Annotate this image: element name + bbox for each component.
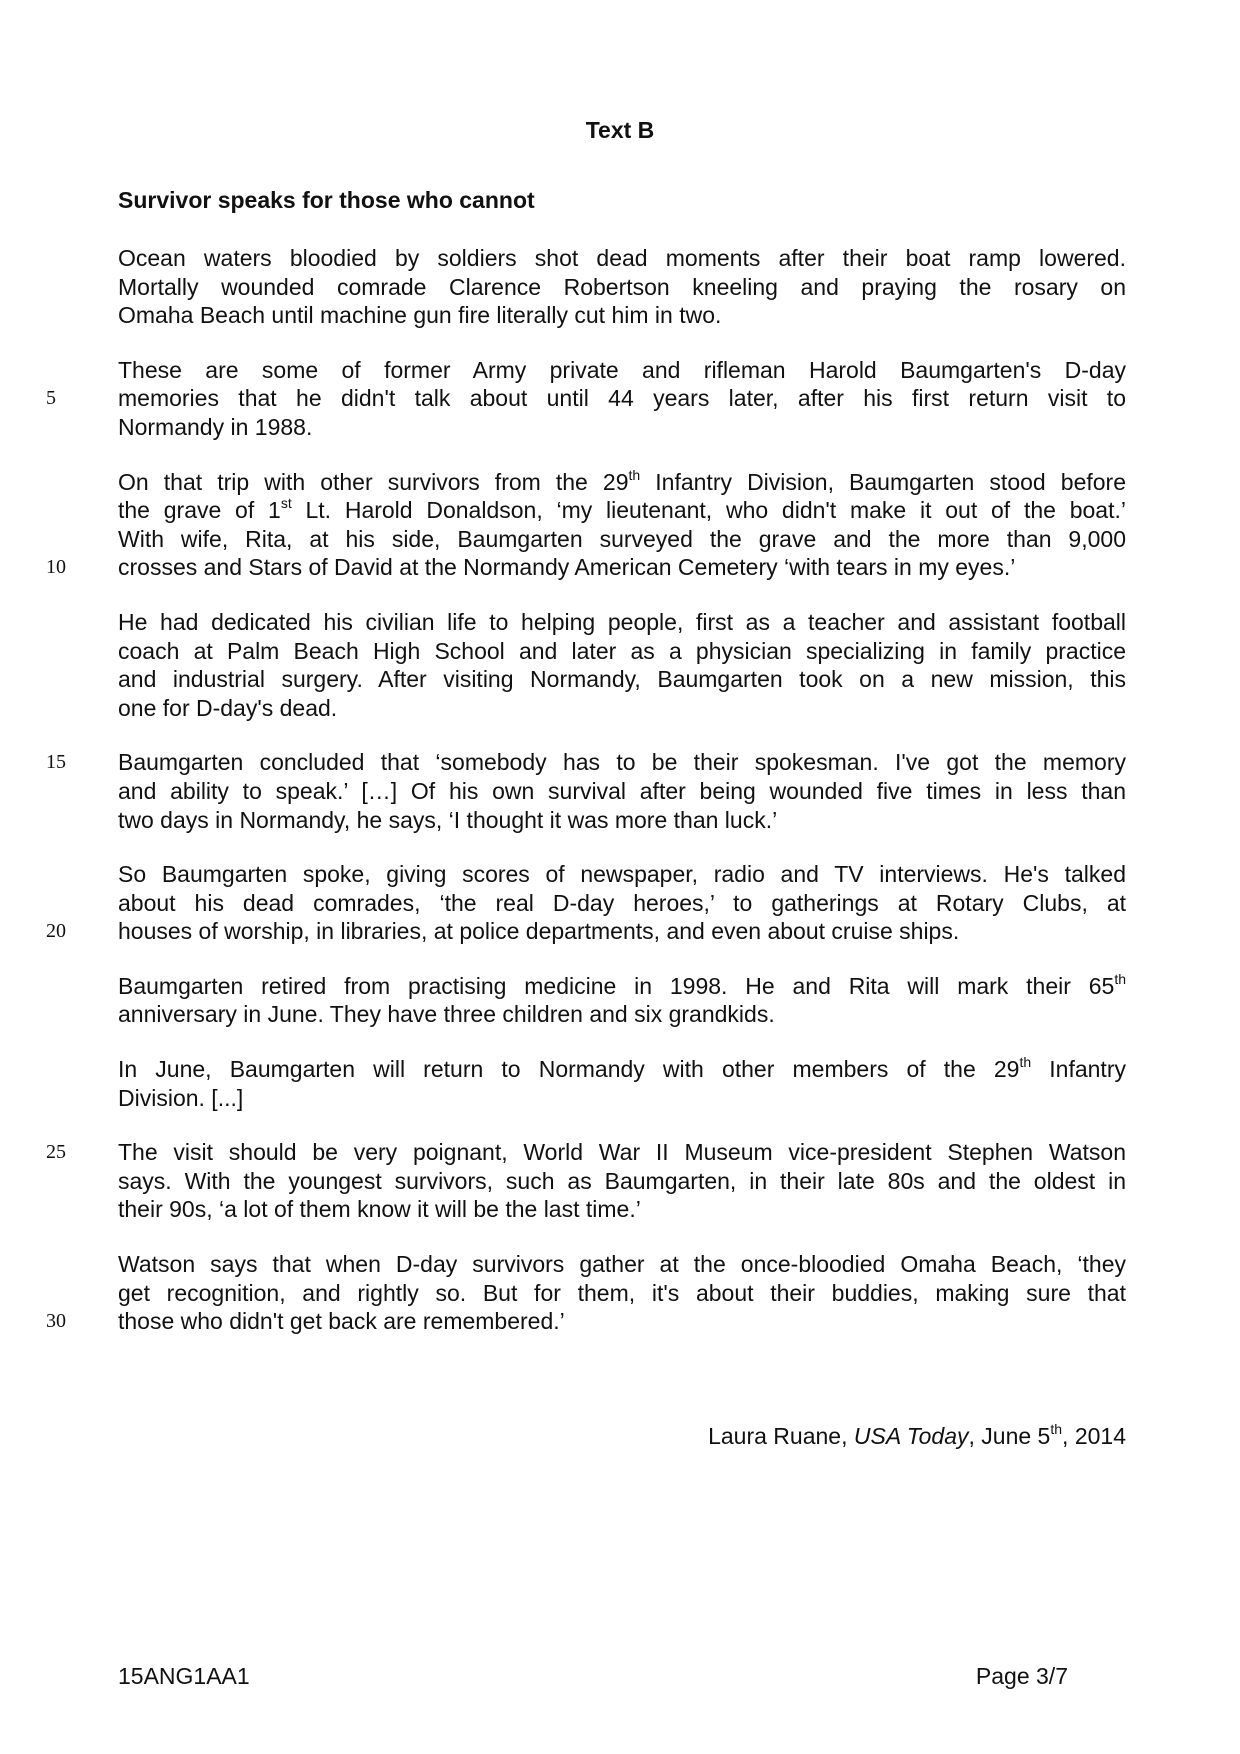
text-line bbox=[46, 1138, 1126, 1167]
text-run: Infantry Division, Baumgarten stood before bbox=[640, 468, 1126, 495]
text-line-content: houses of worship, in libraries, at police departments, and even about cruise ships. bbox=[118, 918, 960, 945]
text-line-content: crosses and Stars of David at the Normandy American Cemetery ‘with tears in my eyes.’ bbox=[118, 554, 1016, 581]
text-line: get recognition, and rightly so. But for them, it's about their buddies, making sure that bbox=[118, 1279, 1126, 1306]
byline-publication: USA Today bbox=[853, 1423, 969, 1449]
text-run: Lt. Harold Donaldson, ‘my lieutenant, who didn't make it out of the boat.’ bbox=[291, 497, 1126, 524]
line-number: 5 bbox=[46, 387, 56, 410]
line-number: 20 bbox=[46, 920, 66, 943]
superscript: th bbox=[1019, 1054, 1032, 1071]
article-body bbox=[46, 244, 1126, 1336]
text-line: So Baumgarten spoke, giving scores of newspaper, radio and TV interviews. He's talked bbox=[118, 861, 1126, 888]
text-line bbox=[46, 917, 1126, 946]
line-number: 15 bbox=[46, 751, 66, 774]
article-heading: Survivor speaks for those who cannot bbox=[118, 187, 535, 213]
superscript: st bbox=[280, 495, 292, 512]
text-line-content: memories that he didn't talk about until 44 years later, after his first return visit to bbox=[118, 385, 1126, 412]
byline-date: , June 5 bbox=[968, 1423, 1051, 1449]
text-run: On that trip with other survivors from the 29 bbox=[118, 468, 629, 495]
text-line: He had dedicated his civilian life to helping people, first as a teacher and assistant football bbox=[118, 608, 1126, 635]
text-line: Division. [...] bbox=[118, 1084, 244, 1111]
text-run: the grave of 1 bbox=[118, 497, 281, 524]
text-line bbox=[46, 748, 1126, 777]
text-line: says. With the youngest survivors, such as Baumgarten, in their late 80s and the oldest in bbox=[118, 1167, 1126, 1194]
line-number: 25 bbox=[46, 1141, 66, 1164]
text-line: two days in Normandy, he says, ‘I thought it was more than luck.’ bbox=[118, 806, 778, 833]
byline-year: , 2014 bbox=[1062, 1423, 1126, 1449]
text-line: coach at Palm Beach High School and later as a physician specializing in family practice bbox=[118, 637, 1126, 664]
line-number: 30 bbox=[46, 1310, 66, 1333]
superscript: th bbox=[1114, 970, 1126, 987]
text-run: In June, Baumgarten will return to Normandy with other members of the 29 bbox=[118, 1056, 1020, 1083]
text-line: Normandy in 1988. bbox=[118, 413, 313, 440]
footer-page-number: Page 3/7 bbox=[975, 1663, 1068, 1689]
text-line: Omaha Beach until machine gun fire literally cut him in two. bbox=[118, 302, 722, 329]
text-line: and ability to speak.’ […] Of his own survival after being wounded five times in less than bbox=[118, 777, 1126, 804]
text-run: Baumgarten retired from practising medicine in 1998. He and Rita will mark their 65 bbox=[118, 972, 1115, 999]
footer-code: 15ANG1AA1 bbox=[118, 1663, 250, 1689]
line-number: 10 bbox=[46, 556, 66, 579]
text-line: These are some of former Army private and rifleman Harold Baumgarten's D-day bbox=[118, 356, 1126, 383]
text-line bbox=[118, 496, 1126, 525]
superscript: th bbox=[1050, 1421, 1063, 1437]
text-line bbox=[118, 1055, 1126, 1084]
text-line: anniversary in June. They have three children and six grandkids. bbox=[118, 1001, 775, 1028]
text-line-content: those who didn't get back are remembered.’ bbox=[118, 1308, 565, 1335]
text-line: their 90s, ‘a lot of them know it will be the last time.’ bbox=[118, 1196, 641, 1223]
text-line: and industrial surgery. After visiting Normandy, Baumgarten took on a new mission, this bbox=[118, 666, 1126, 693]
text-run: Infantry bbox=[1031, 1056, 1126, 1083]
text-line: one for D-day's dead. bbox=[118, 694, 338, 721]
text-line bbox=[46, 553, 1126, 582]
text-line bbox=[46, 384, 1126, 413]
text-title: Text B bbox=[585, 117, 655, 143]
text-line: Mortally wounded comrade Clarence Robertson kneeling and praying the rosary on bbox=[118, 273, 1126, 300]
text-line bbox=[118, 972, 1126, 1001]
byline-author: Laura Ruane, bbox=[708, 1423, 854, 1449]
text-line: Ocean waters bloodied by soldiers shot dead moments after their boat ramp lowered. bbox=[118, 245, 1126, 271]
text-line-content: Baumgarten concluded that ‘somebody has to be their spokesman. I've got the memory bbox=[118, 749, 1126, 776]
text-line: about his dead comrades, ‘the real D-day heroes,’ to gatherings at Rotary Clubs, at bbox=[118, 889, 1126, 916]
text-line bbox=[118, 468, 1126, 497]
article-byline bbox=[708, 1422, 1126, 1450]
text-line: Watson says that when D-day survivors gather at the once-bloodied Omaha Beach, ‘they bbox=[118, 1251, 1126, 1278]
text-line bbox=[46, 1307, 1126, 1336]
text-line: With wife, Rita, at his side, Baumgarten surveyed the grave and the more than 9,000 bbox=[118, 525, 1126, 552]
text-line-content: The visit should be very poignant, World War II Museum vice-president Stephen Watson bbox=[118, 1139, 1126, 1166]
superscript: th bbox=[628, 466, 641, 483]
